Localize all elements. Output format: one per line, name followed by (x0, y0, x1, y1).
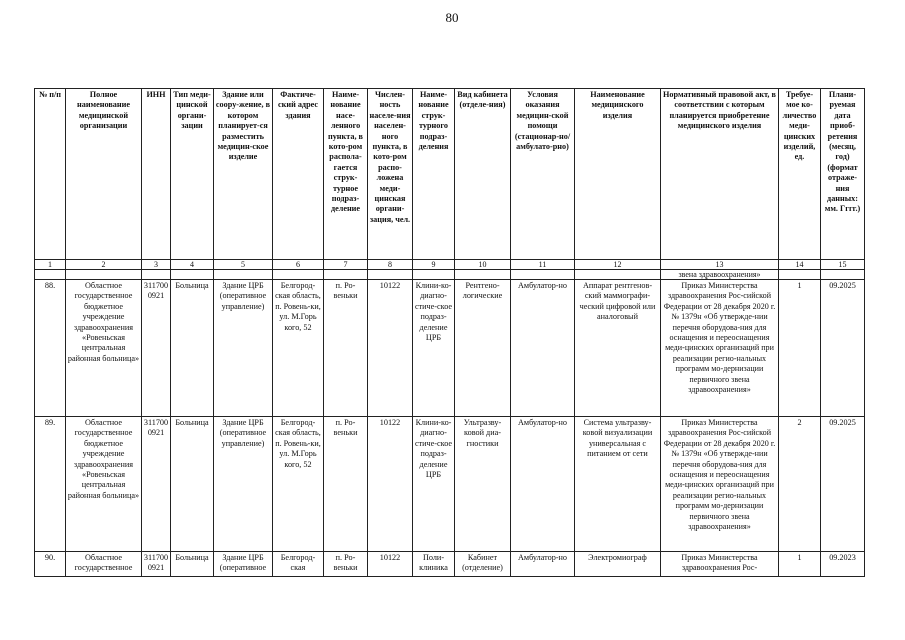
column-number: 4 (171, 260, 214, 270)
population: 10122 (368, 280, 413, 417)
column-numbers-row (35, 260, 865, 270)
quantity: 1 (779, 552, 821, 577)
address: Белгород-ская область, п. Ровень-ки, ул. М.Горь кого, 52 (273, 417, 324, 552)
locality: п. Ро-веньки (324, 552, 368, 577)
row-number: 88. (35, 280, 66, 417)
cabinet: Ультразву-ковой диа-гностики (455, 417, 511, 552)
cabinet: Рентгено-логические (455, 280, 511, 417)
header-cell: Тип меди-цинской органи-зации (171, 89, 214, 260)
planned-date: 09.2025 (821, 280, 865, 417)
conditions: Амбулатор-но (511, 280, 575, 417)
row-number: 89. (35, 417, 66, 552)
device: Электромиограф (575, 552, 661, 577)
header-cell: Здание или соору-жение, в котором планирует-ся разместить медицин-ское изделие (214, 89, 273, 260)
table-header-row (35, 89, 865, 260)
column-number: 5 (214, 260, 273, 270)
org-type: Больница (171, 417, 214, 552)
column-number: 6 (273, 260, 324, 270)
legal-act: Приказ Министерства здравоохранения Рос-сийской Федерации от 28 декабря 2020 г. № 1379н «Об утвержде-нии перечня оборудова-ния для оснащения и переоснащения меди-цинских организаций при реализации регио-нальных программ мо-дернизации первичного звена здравоохранения» (661, 417, 779, 552)
column-number: 1 (35, 260, 66, 270)
inn: 3117000921 (142, 280, 171, 417)
column-number: 7 (324, 260, 368, 270)
building: Здание ЦРБ (оперативное (214, 552, 273, 577)
column-number: 8 (368, 260, 413, 270)
planned-date: 09.2023 (821, 552, 865, 577)
column-number: 9 (413, 260, 455, 270)
inn: 3117000921 (142, 552, 171, 577)
unit: Клини-ко-диагно-стиче-ское подраз-деление ЦРБ (413, 280, 455, 417)
device: Аппарат рентгенов-ский маммографи-ческий цифровой или аналоговый (575, 280, 661, 417)
row-number: 90. (35, 552, 66, 577)
table-row (35, 552, 865, 577)
conditions: Амбулатор-но (511, 552, 575, 577)
org-name: Областное государственное бюджетное учреждение здравоохранения «Ровеньская центральная районная больница» (66, 417, 142, 552)
planned-date: 09.2025 (821, 417, 865, 552)
column-number: 13 (661, 260, 779, 270)
column-number: 15 (821, 260, 865, 270)
table-row (35, 280, 865, 417)
org-name: Областное государственное (66, 552, 142, 577)
header-cell: Фактиче-ский адрес здания (273, 89, 324, 260)
column-number: 12 (575, 260, 661, 270)
address: Белгород-ская область, п. Ровень-ки, ул. М.Горь кого, 52 (273, 280, 324, 417)
unit: Поли-клиника (413, 552, 455, 577)
header-cell: Плани-руемая дата приоб-ретения (месяц, год) (формат отраже-ния данных: мм. Гггг.) (821, 89, 865, 260)
device: Система ультразву-ковой визуализации универсальная с питанием от сети (575, 417, 661, 552)
header-cell: Наименование медицинского изделия (575, 89, 661, 260)
header-cell: Полное наименование медицинской организации (66, 89, 142, 260)
header-cell: Нормативный правовой акт, в соответствии с которым планируется приобретение медицинского изделия (661, 89, 779, 260)
inn: 3117000921 (142, 417, 171, 552)
legal-act: Приказ Министерства здравоохранения Рос- (661, 552, 779, 577)
population: 10122 (368, 417, 413, 552)
header-cell: Требуе-мое ко-личество меди-цинских изделий, ед. (779, 89, 821, 260)
org-name: Областное государственное бюджетное учреждение здравоохранения «Ровеньская центральная районная больница» (66, 280, 142, 417)
building: Здание ЦРБ (оперативное управление) (214, 280, 273, 417)
page-number: 80 (445, 10, 459, 25)
continuation-row (35, 270, 865, 280)
cabinet: Кабинет (отделение) (455, 552, 511, 577)
locality: п. Ро-веньки (324, 417, 368, 552)
legal-act: Приказ Министерства здравоохранения Рос-сийской Федерации от 28 декабря 2020 г. № 1379н «Об утвержде-нии перечня оборудова-ния для оснащения и переоснащения меди-цинских организаций при реализации регио-нальных программ мо-дернизации первичного звена здравоохранения» (661, 280, 779, 417)
continuation-text: звена здравоохранения» (661, 270, 779, 280)
table-row (35, 417, 865, 552)
column-number: 10 (455, 260, 511, 270)
locality: п. Ро-веньки (324, 280, 368, 417)
column-number: 14 (779, 260, 821, 270)
building: Здание ЦРБ (оперативное управление) (214, 417, 273, 552)
column-number: 11 (511, 260, 575, 270)
header-cell: Наиме-нование насе-ленного пункта, в кото-ром распола-гается струк-турное подраз-деление (324, 89, 368, 260)
column-number: 2 (66, 260, 142, 270)
header-cell: ИНН (142, 89, 171, 260)
header-cell: Числен-ность населе-ния населен-ного пункта, в кото-ром распо-ложена меди-цинская органи-зация, чел. (368, 89, 413, 260)
quantity: 2 (779, 417, 821, 552)
org-type: Больница (171, 552, 214, 577)
address: Белгород-ская (273, 552, 324, 577)
org-type: Больница (171, 280, 214, 417)
unit: Клини-ко-диагно-стиче-ское подраз-деление ЦРБ (413, 417, 455, 552)
equipment-table (34, 88, 865, 577)
population: 10122 (368, 552, 413, 577)
column-number: 3 (142, 260, 171, 270)
header-cell: Условия оказания медицин-ской помощи (стационар-но/амбулато-рно) (511, 89, 575, 260)
header-cell: № п/п (35, 89, 66, 260)
header-cell: Вид кабинета (отделе-ния) (455, 89, 511, 260)
header-cell: Наиме-нование струк-турного подраз-деления (413, 89, 455, 260)
conditions: Амбулатор-но (511, 417, 575, 552)
quantity: 1 (779, 280, 821, 417)
